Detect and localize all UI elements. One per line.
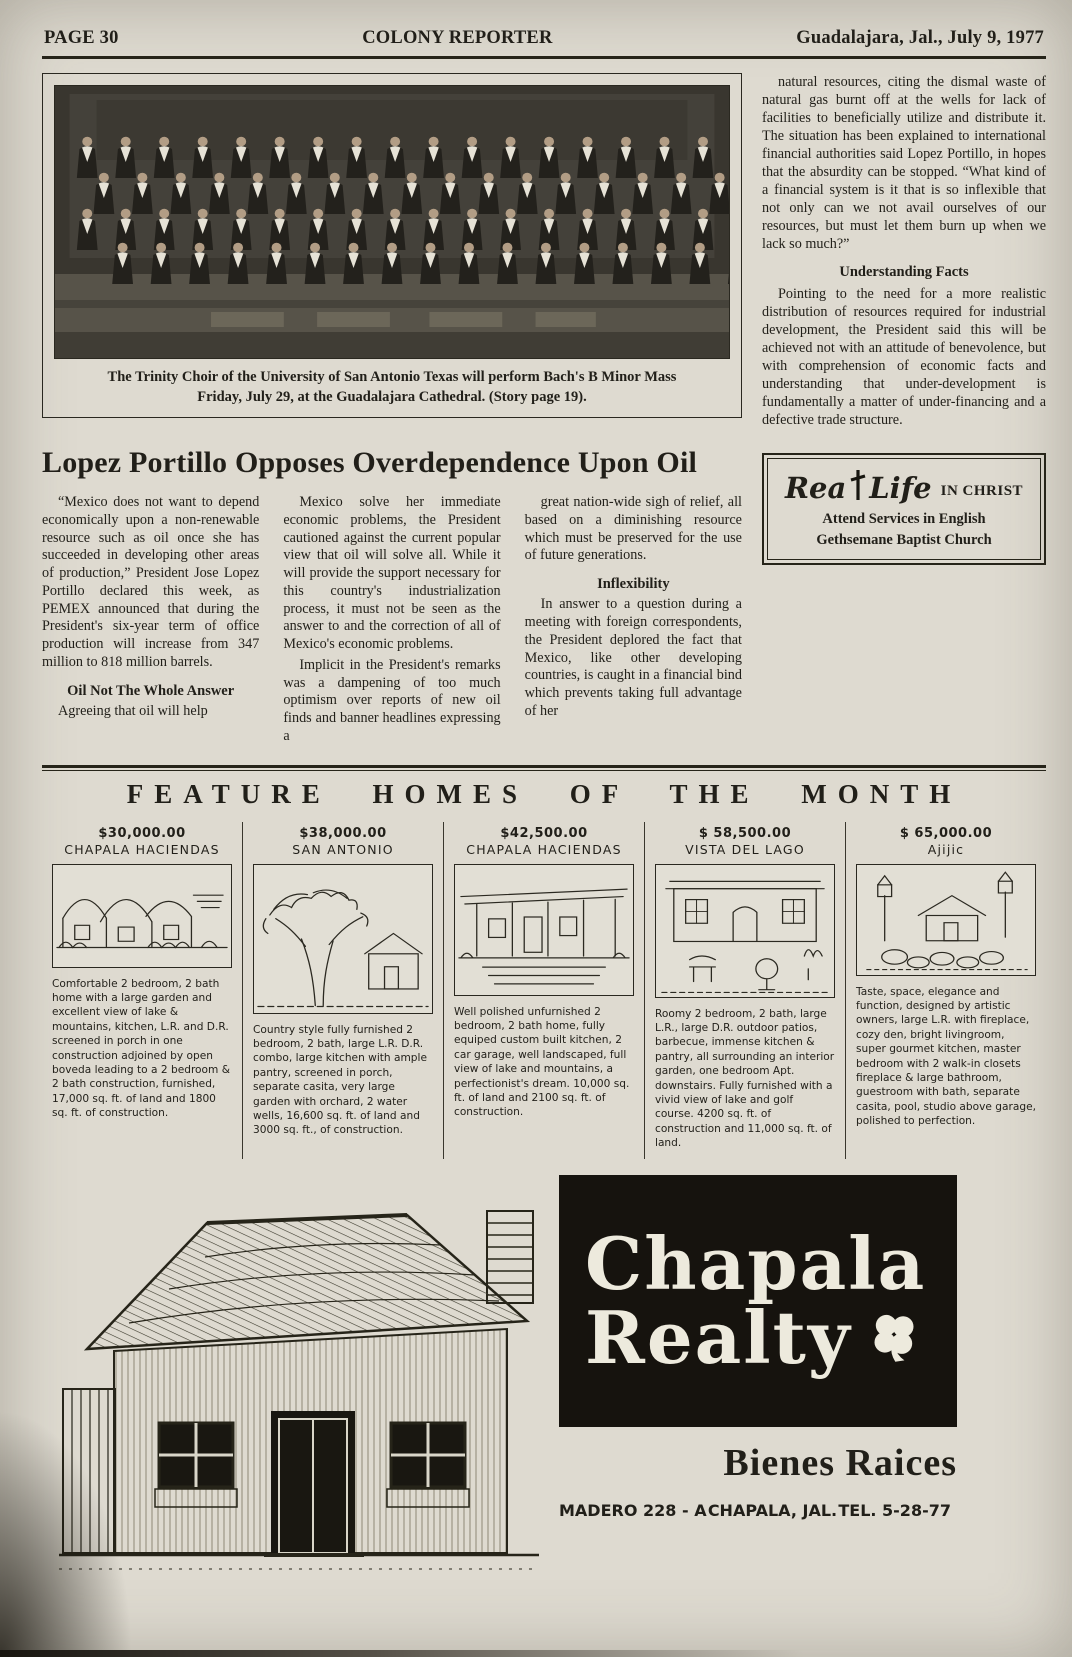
feature-homes-listings bbox=[42, 822, 1046, 1159]
article-columns bbox=[42, 494, 742, 749]
photo-frame bbox=[54, 85, 730, 359]
realty-contact-line bbox=[559, 1501, 951, 1520]
feature-homes-title: FEATURE HOMES OF THE MONTH bbox=[126, 778, 962, 809]
listing-name: Ajijic bbox=[927, 841, 965, 857]
listing-price: $38,000.00 bbox=[299, 825, 387, 841]
article-column-2 bbox=[283, 494, 500, 749]
listing-illustration-frame bbox=[253, 864, 433, 1014]
listing-item bbox=[644, 822, 845, 1159]
article-subhead: Inflexibility bbox=[597, 576, 670, 593]
listing-item bbox=[845, 822, 1046, 1159]
article-paragraph: great nation-wide sigh of relief, all based on a diminishing resource which must be preserved for the use of future generations. bbox=[524, 494, 742, 564]
article-paragraph: Implicit in the President's remarks was a dampening of too much optimism over reports of new oil finds and banner headlines expressing a bbox=[283, 656, 501, 744]
listing-price: $ 65,000.00 bbox=[899, 825, 993, 841]
realty-city: CHAPALA, JAL. bbox=[707, 1500, 838, 1520]
listing-description: Country style fully furnished 2 bedroom, 2 bath, large L.R. D.R. combo, large kitchen with ample pantry, screened in porch, separate casita, very large garden with orchard, 2 water wells, 16,600 sq. ft. of land and 3000 sq. ft., of construction. bbox=[253, 1023, 427, 1137]
article-subhead: Understanding Facts bbox=[839, 264, 969, 281]
realty-subtitle: Bienes Raices bbox=[723, 1441, 957, 1484]
listing-price: $42,500.00 bbox=[500, 825, 588, 841]
photo-box bbox=[42, 73, 742, 418]
listing-illustration-frame bbox=[856, 864, 1036, 976]
listing-item bbox=[443, 822, 644, 1159]
realty-phone: TEL. 5-28-77 bbox=[838, 1500, 951, 1520]
listing-item bbox=[242, 822, 443, 1159]
photo-caption: The Trinity Choir of the University of San Antonio Texas will perform Bach's B Minor Mass Friday, July 29, at the Guadalajara Cathedral. (Story page 19). bbox=[107, 369, 677, 405]
house-sketch-icon bbox=[656, 865, 834, 997]
church-ad-brand-right: Life bbox=[869, 470, 932, 505]
realty-logo-box bbox=[559, 1175, 957, 1427]
church-ad bbox=[762, 453, 1046, 565]
church-ad-line-2: Gethsemane Baptist Church bbox=[816, 531, 992, 548]
listing-item bbox=[42, 822, 242, 1159]
header-rule bbox=[42, 56, 1046, 59]
listing-name: VISTA DEL LAGO bbox=[685, 841, 805, 857]
thatched-house-sketch-icon bbox=[58, 1171, 540, 1591]
article-subhead: Oil Not The Whole Answer bbox=[67, 682, 235, 699]
page-header bbox=[42, 22, 1046, 56]
listing-description: Taste, space, elegance and function, designed by artistic owners, large L.R. with fireplace, cozy den, bright livingroom, super gourmet kitchen, master bedroom with 2 walk-in closets fireplace & large bathroom, guestroom with bath, separate casita, pool, studio above garage, polished to perfection. bbox=[856, 985, 1036, 1128]
house-sketch-icon bbox=[857, 865, 1035, 975]
page-number: PAGE 30 bbox=[44, 28, 119, 48]
listing-name: CHAPALA HACIENDAS bbox=[64, 841, 220, 857]
church-ad-inner bbox=[767, 458, 1041, 560]
article-column-4 bbox=[762, 73, 1046, 749]
article-paragraph: “Mexico does not want to depend economically upon a non-renewable resource such as oil once she has succeeded in developing other areas of production,” President Jose Lopez Portillo declared this week, as PEMEX announced that during the President's six-year term of office production will increase from 347 million to 818 million barrels. bbox=[42, 494, 260, 670]
listing-description: Comfortable 2 bedroom, 2 bath home with a large garden and excellent view of lake & mountains, kitchen, L.R. and D.R. screened in porch in one construction adjoined by open boveda leading to a 2 bedroom & 2 bath construction, furnished, 17,000 sq. ft. of land and 1800 sq. ft. of construction. bbox=[52, 977, 230, 1120]
listing-illustration-frame bbox=[52, 864, 232, 968]
listing-description: Roomy 2 bedroom, 2 bath, large L.R., large D.R. outdoor patios, barbecue, immense kitchen & pantry, all surrounding an interior garden, one bedroom Apt. downstairs. Fully furnished with a vivid view of lake and golf course. 4200 sq. ft. of construction and 11,000 sq. ft. of land. bbox=[655, 1007, 835, 1150]
realty-name-line-1: Chapala bbox=[585, 1221, 927, 1307]
listing-illustration-frame bbox=[655, 864, 835, 998]
article-paragraph: Mexico solve her immediate economic problems, the President cautioned against the current popular view that oil will solve all. While it will provide the support necessary for this country's industrialization process, it must not be seen as the answer to and the correction of all of Mexico's economic problems. bbox=[283, 494, 501, 653]
article-paragraph: In answer to a question during a meeting with foreign correspondents, the President deplored the fact that Mexico, like other developing countries, is caught in a financial bind which prevents taking full advantage of her bbox=[524, 596, 742, 719]
choir-photo-illustration bbox=[55, 86, 729, 358]
church-ad-logo bbox=[774, 469, 1034, 505]
church-ad-brand-left: Rea bbox=[784, 470, 847, 505]
article-paragraph: natural resources, citing the dismal waste of natural gas burnt off at the wells for lack of facilities to beneficially utilize and distribute it. The situation has been explained to international financial authorities said Lopez Portillo, in hopes that the absurdity can be stopped. “What kind of a financial system is it that is so inflexible that not only can we not avail ourselves of our resources, but must let them burn up when we lack so much?” bbox=[762, 74, 1046, 253]
scan-edge bbox=[0, 1650, 1072, 1657]
church-ad-brand-caps: IN CHRIST bbox=[940, 482, 1024, 499]
listing-name: SAN ANTONIO bbox=[292, 841, 394, 857]
house-sketch-icon bbox=[455, 865, 633, 995]
cross-icon bbox=[849, 469, 866, 501]
realty-address: MADERO 228 - A bbox=[559, 1500, 707, 1520]
house-sketch-icon bbox=[53, 865, 231, 967]
article-headline: Lopez Portillo Opposes Overdependence Upon Oil bbox=[42, 446, 698, 480]
house-sketch-icon bbox=[254, 865, 432, 1013]
realty-ad bbox=[547, 1171, 967, 1591]
listing-illustration-frame bbox=[454, 864, 634, 996]
article-column-1 bbox=[42, 494, 259, 749]
listing-name: CHAPALA HACIENDAS bbox=[466, 841, 622, 857]
dateline: Guadalajara, Jal., July 9, 1977 bbox=[796, 28, 1044, 48]
section-rule bbox=[42, 765, 1046, 771]
clover-icon bbox=[868, 1311, 920, 1363]
article-paragraph: Agreeing that oil will help bbox=[58, 702, 208, 719]
realty-ad-section bbox=[42, 1171, 1046, 1591]
realty-name-line-2: Realty bbox=[585, 1294, 852, 1380]
listing-price: $ 58,500.00 bbox=[698, 825, 792, 841]
article-column-3 bbox=[525, 494, 742, 749]
listing-price: $30,000.00 bbox=[98, 825, 186, 841]
church-ad-line-1: Attend Services in English bbox=[822, 510, 986, 527]
listing-description: Well polished unfurnished 2 bedroom, 2 bath home, fully equiped custom built kitchen, 2 car garage, well landscaped, full view of lake and mountains, a perfectionist's dream. 10,000 sq. ft. of land and 2100 sq. ft. of construction. bbox=[454, 1005, 630, 1119]
masthead: COLONY REPORTER bbox=[362, 28, 553, 48]
house-illustration bbox=[42, 1171, 547, 1591]
article-paragraph: Pointing to the need for a more realistic distribution of resources required for industrial development, the President said this will be achieved not with an attitude of benevolence, but with comprehension of economic facts and understanding that under-development is fundamentally a matter of under-financing and a defective trade structure. bbox=[762, 285, 1046, 428]
